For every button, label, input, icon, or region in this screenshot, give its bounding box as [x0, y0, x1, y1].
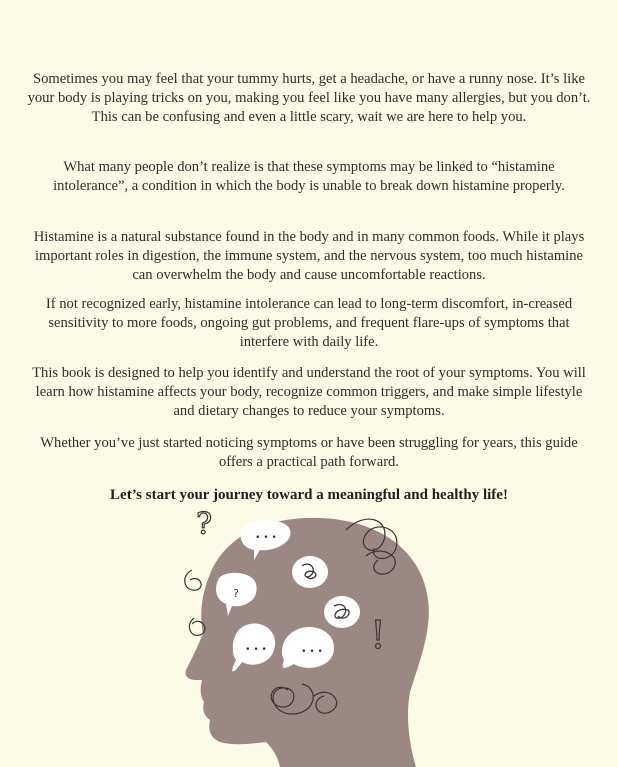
bubble-question-mark: ? [233, 587, 239, 600]
bubble-top-dots: • • • [255, 533, 277, 543]
bubble-knot [324, 596, 360, 628]
paragraph-guide: Whether you’ve just started noticing symptoms or have been struggling for years, this guide offers a practical path forward. [40, 435, 578, 470]
bubble-scribble [292, 556, 328, 588]
closing-line: Let’s start your journey toward a meaningful and healthy life! [110, 487, 508, 503]
exclamation-mark-icon: ! [370, 613, 386, 657]
paragraph-book-purpose: This book is designed to help you identify and understand the root of your symptoms. You will learn how histamine affects your body, recognize common triggers, and make simple lifestyle and dietary changes to reduce your symptoms. [32, 365, 586, 419]
paragraph-histamine-intolerance: What many people don’t realize is that these symptoms may be linked to “histamine intolerance”, a condition in which the body is unable to break down histamine properly. [53, 159, 565, 194]
question-mark-icon: ? [195, 507, 213, 542]
confused-head-icon [170, 500, 450, 767]
bubble-bottom-left-dots: • • • [245, 645, 267, 655]
confused-head-illustration [170, 500, 450, 767]
paragraph-what-is-histamine: Histamine is a natural substance found in the body and in many common foods. While it plays important roles in digestion, the immune system, and the nervous system, too much histamine can overwhelm the body and cause uncomfortable reactions. [33, 229, 585, 283]
paragraph-risks: If not recognized early, histamine intolerance can lead to long-term discomfort, in-creased sensitivity to more foods, ongoing gut problems, and frequent flare-ups of symptoms that interfere with daily life. [45, 296, 573, 350]
bubble-bottom-right-dots: • • • [301, 647, 323, 657]
paragraph-intro: Sometimes you may feel that your tummy hurts, get a headache, or have a runny nose. It’s like your body is playing tricks on you, making you feel like you have many allergies, but you don’t. This can be confusing and even a little scary, wait we are here to help you. [27, 71, 591, 125]
